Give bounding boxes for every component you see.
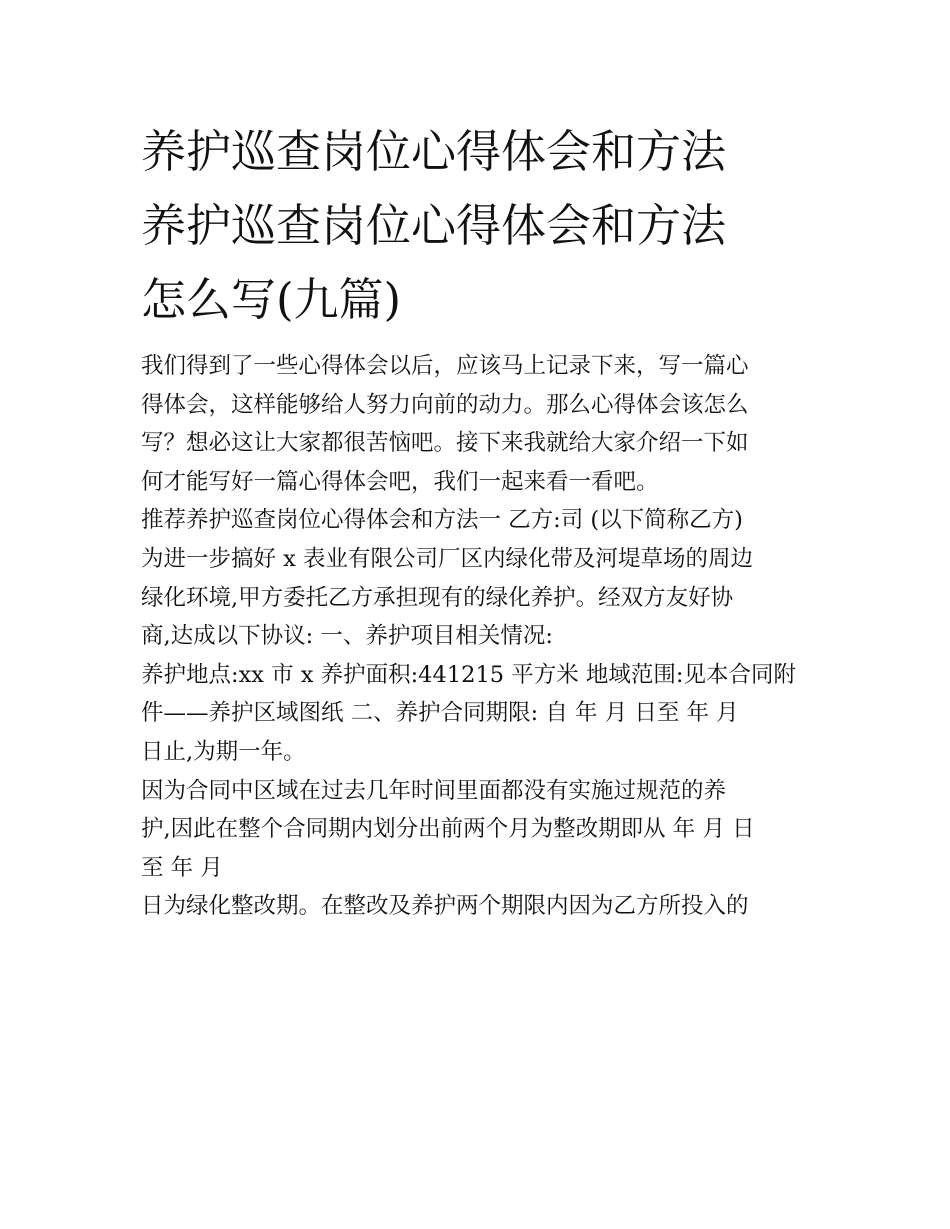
title-line: 养护巡查岗位心得体会和方法: [141, 125, 727, 178]
text-line: 至 年 月: [141, 854, 223, 881]
text-line: 日为绿化整改期。在整改及养护两个期限内因为乙方所投入的: [141, 893, 749, 920]
text-line: 我们得到了一些心得体会以后，应该马上记录下来，写一篇心: [141, 353, 749, 379]
text-line: 何才能写好一篇心得体会吧，我们一起来看一看吧。: [141, 468, 659, 495]
body-paragraph: [141, 772, 821, 888]
text-line: 商,达成以下协议: 一、养护项目相关情况:: [141, 623, 553, 650]
text-line: 日止,为期一年。: [141, 738, 306, 765]
text-line: 推荐养护巡查岗位心得体会和方法一 乙方:司 (以下简称乙方): [141, 507, 743, 534]
text-line: 养护地点:xx 市 x 养护面积:441215 平方米 地域范围:见本合同附: [141, 661, 796, 688]
intro-paragraph: [141, 347, 821, 501]
document-content: [141, 115, 821, 926]
text-line: 绿化环境,甲方委托乙方承担现有的绿化养护。经双方友好协: [141, 584, 734, 611]
text-line: 护,因此在整个合同期内划分出前两个月为整改期即从 年 月 日: [141, 816, 755, 843]
text-line: 写？想必这让大家都很苦恼吧。接下来我就给大家介绍一下如: [141, 430, 749, 457]
title-line: 养护巡查岗位心得体会和方法: [141, 199, 727, 252]
document-title: [141, 115, 821, 337]
text-line: 为进一步搞好 x 表业有限公司厂区内绿化带及河堤草场的周边: [141, 545, 753, 572]
text-line: 件——养护区域图纸 二、养护合同期限: 自 年 月 日至 年 月: [141, 700, 739, 727]
text-line: 得体会，这样能够给人努力向前的动力。那么心得体会该怎么: [141, 391, 749, 418]
text-line: 因为合同中区域在过去几年时间里面都没有实施过规范的养: [141, 777, 727, 804]
title-line: 怎么写(九篇): [141, 273, 402, 326]
body-paragraph: [141, 887, 821, 926]
body-paragraph: [141, 501, 821, 655]
body-paragraph: [141, 656, 821, 772]
